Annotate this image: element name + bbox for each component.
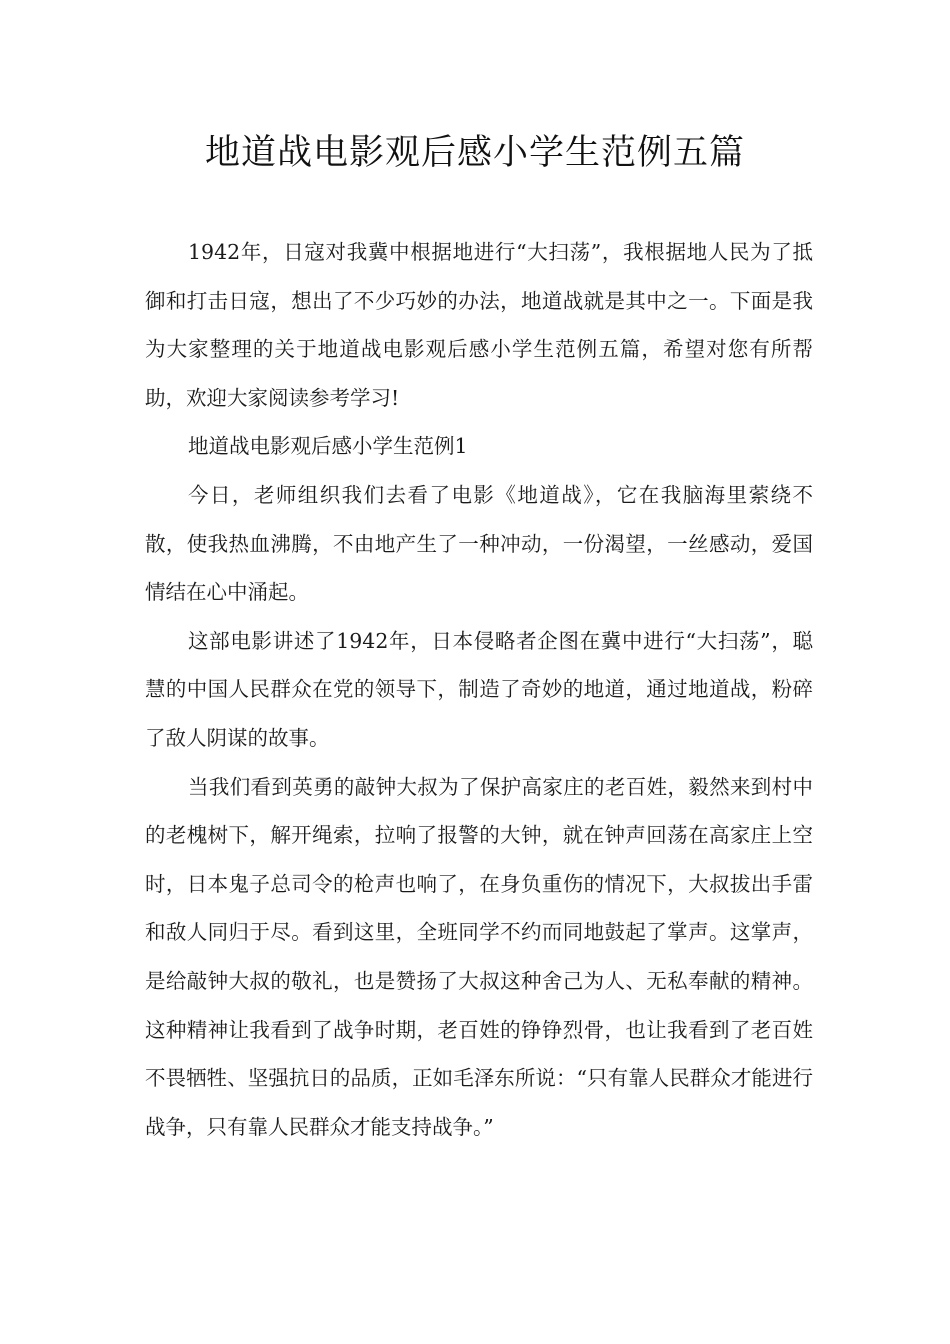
intro-paragraph: 1942年，日寇对我冀中根据地进行“大扫荡”，我根据地人民为了抵御和打击日寇，想出了不少巧妙的办法，地道战就是其中之一。下面是我为大家整理的关于地道战电影观后感小学生范例五篇，希望对您有所帮助，欢迎大家阅读参考学习! [145,240,813,410]
body-paragraph: 今日，老师组织我们去看了电影《地道战》，它在我脑海里萦绕不散，使我热血沸腾，不由地产生了一种冲动，一份渴望，一丝感动，爱国情结在心中涌起。 [145,482,813,605]
body-paragraph: 当我们看到英勇的敲钟大叔为了保护高家庄的老百姓，毅然来到村中的老槐树下，解开绳索，拉响了报警的大钟，就在钟声回荡在高家庄上空时，日本鬼子总司令的枪声也响了，在身负重伤的情况下，大叔拔出手雷和敌人同归于尽。看到这里，全班同学不约而同地鼓起了掌声。这掌声，是给敲钟大叔的敬礼，也是赞扬了大叔这种舍己为人、无私奉献的精神。这种精神让我看到了战争时期，老百姓的铮铮烈骨，也让我看到了老百姓不畏牺牲、坚强抗日的品质，正如毛泽东所说：“只有靠人民群众才能进行战争，只有靠人民群众才能支持战争。” [145,774,813,1139]
document-title: 地道战电影观后感小学生范例五篇 [204,133,745,173]
body-paragraph: 这部电影讲述了1942年，日本侵略者企图在冀中进行“大扫荡”，聪慧的中国人民群众在党的领导下，制造了奇妙的地道，通过地道战，粉碎了敌人阴谋的故事。 [145,628,813,750]
document-body [145,228,813,1151]
section-heading: 地道战电影观后感小学生范例1 [188,434,468,459]
